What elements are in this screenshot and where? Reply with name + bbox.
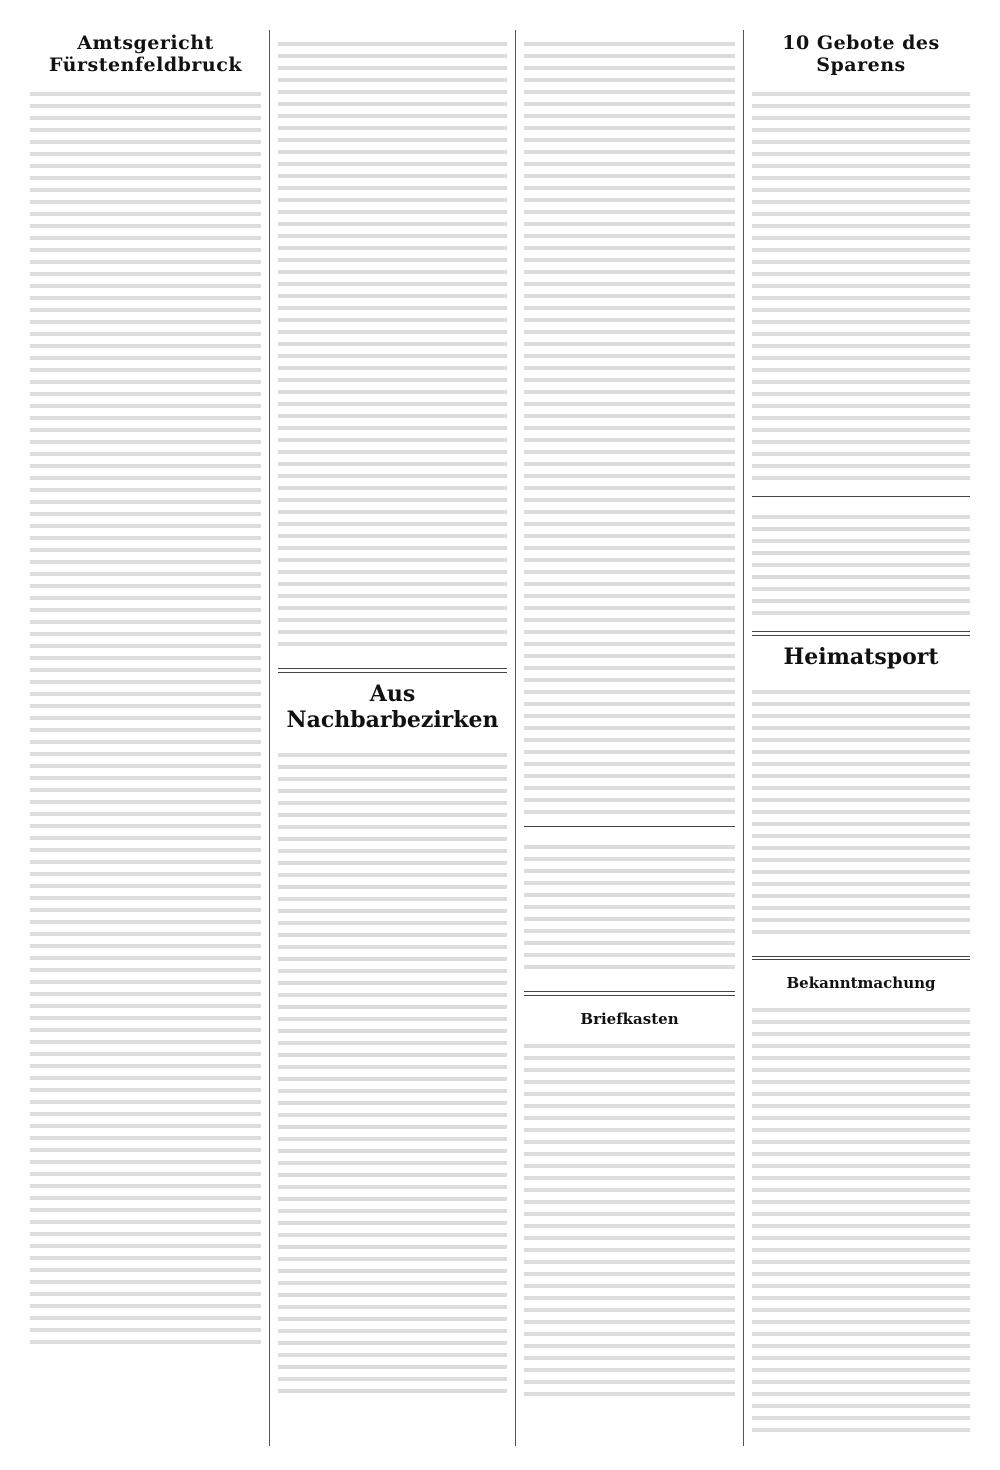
saving-rules-heading: 10 Gebote des Sparens [782,32,940,76]
letterbox-text [524,1036,735,1396]
neighbour-districts-continued-text [524,34,735,814]
court-section-heading: Amtsgericht Fürstenfeldbruck [49,32,242,76]
divider [524,826,735,827]
column-4 [744,30,978,1446]
saving-rules-text [752,84,970,484]
column-3 [516,30,744,1446]
section-divider [524,991,735,996]
letterbox-heading: Briefkasten [580,1010,679,1028]
fire-report-text [752,507,970,617]
local-sport-text [752,682,970,942]
court-reports-continued-text [278,34,507,654]
section-divider [278,668,507,673]
column-1 [22,30,270,1446]
section-divider [752,956,970,961]
announcement-heading: Bekanntmachung [786,974,936,992]
divider [752,496,970,497]
local-news-text [524,837,735,977]
local-sport-heading: Heimatsport [783,643,939,670]
section-divider [752,631,970,636]
announcement-text [752,1000,970,1440]
neighbour-districts-text [278,745,507,1395]
column-2 [270,30,516,1446]
court-reports-text [30,84,261,1344]
neighbour-districts-heading: Aus Nachbarbezirken [286,681,499,733]
